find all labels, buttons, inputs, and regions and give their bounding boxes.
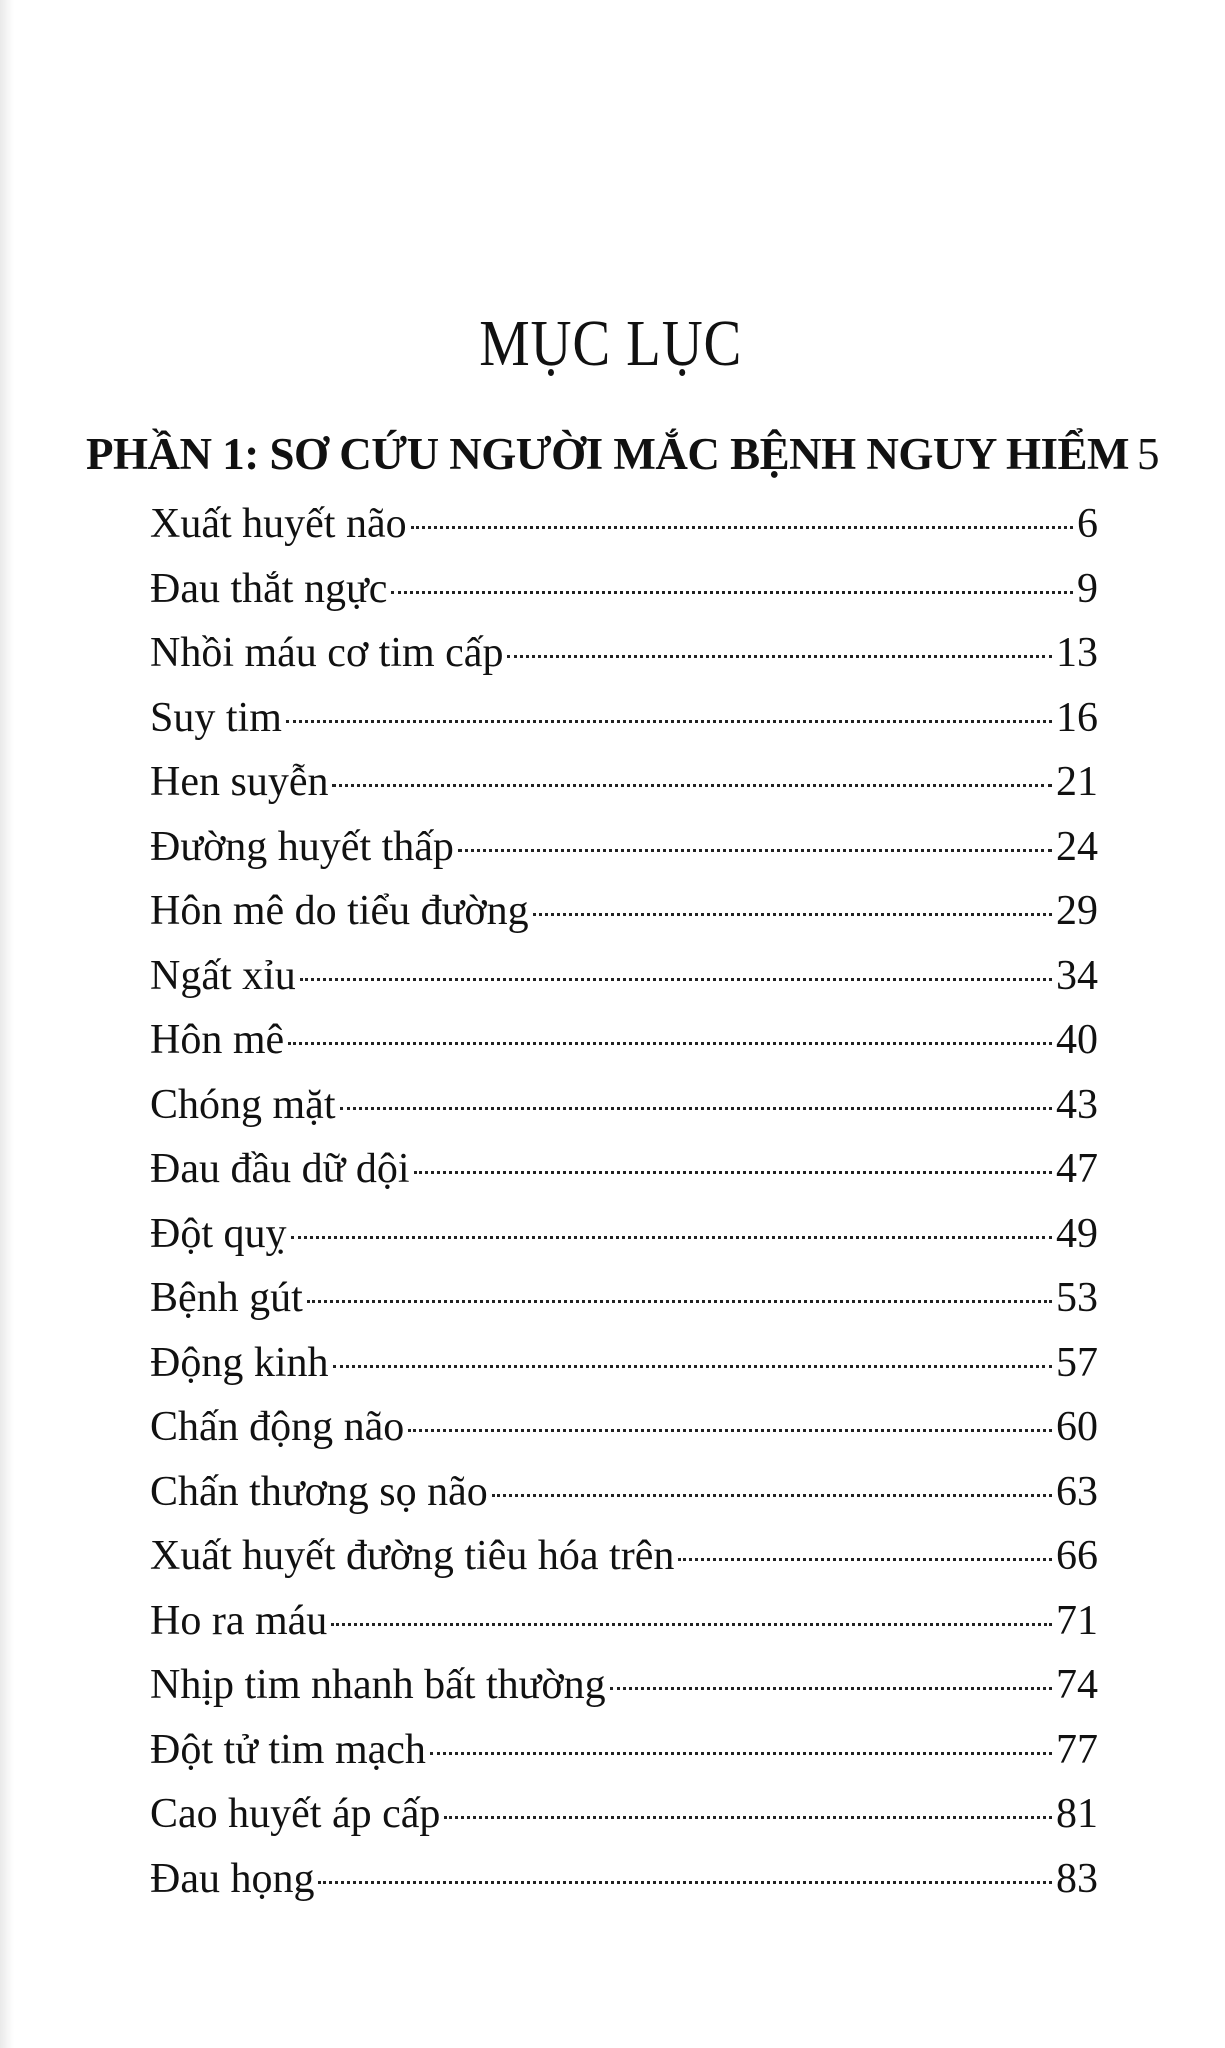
toc-entry-page-number: 81 [1056,1791,1098,1837]
toc-entry-label: Nhịp tim nhanh bất thường [150,1662,606,1708]
toc-entry-label: Xuất huyết đường tiêu hóa trên [150,1533,675,1579]
toc-entry[interactable] [150,1468,1098,1533]
dot-leader [610,1687,1052,1690]
toc-entry[interactable] [150,1532,1098,1597]
toc-entry-page-number: 57 [1056,1339,1098,1386]
toc-entry-page-number: 77 [1056,1726,1098,1773]
dot-leader [391,591,1073,594]
toc-entry-page-number: 16 [1056,694,1098,741]
dot-leader [411,526,1073,529]
toc-entry-page-number: 71 [1056,1597,1098,1644]
toc-entry-label: Xuất huyết não [150,501,407,547]
toc-entry-page-number: 34 [1056,952,1098,999]
dot-leader [300,978,1052,981]
toc-entry-label: Nhồi máu cơ tim cấp [150,630,504,676]
toc-entry-page-number: 21 [1056,759,1098,805]
toc-entry-page-number: 40 [1056,1017,1098,1063]
dot-leader [340,1107,1053,1110]
toc-entry[interactable] [150,758,1098,823]
dot-leader [533,913,1052,916]
dot-leader [331,1623,1052,1626]
toc-entry[interactable] [150,1210,1098,1275]
toc-entry-label: Chấn thương sọ não [150,1468,488,1515]
dot-leader [444,1816,1052,1819]
toc-entry-page-number: 13 [1056,630,1098,676]
toc-entry[interactable] [150,1274,1098,1339]
toc-entry[interactable] [150,1081,1098,1146]
toc-entry-page-number: 66 [1056,1533,1098,1579]
dot-leader [288,1042,1052,1045]
toc-entry-label: Hen suyễn [150,759,329,805]
toc-entry-page-number: 63 [1056,1468,1098,1515]
toc-entry[interactable] [150,565,1098,630]
toc-entry-label: Đường huyết thấp [150,823,454,870]
part-page-number: 5 [1136,429,1160,479]
toc-entry-page-number: 9 [1077,565,1098,612]
toc-entry-label: Bệnh gút [150,1275,303,1321]
toc-entry-page-number: 29 [1056,888,1098,934]
dot-leader [333,1365,1053,1368]
toc-entry[interactable] [150,1661,1098,1726]
part-label: PHẦN 1: SƠ CỨU NGƯỜI MẮC BỆNH NGUY HIỂM [86,429,1129,479]
toc-entry-page-number: 49 [1056,1210,1098,1257]
toc-entry[interactable] [150,1726,1098,1791]
toc-entry-label: Hôn mê [150,1017,285,1063]
dot-leader [492,1494,1052,1497]
dot-leader [332,784,1052,787]
dot-leader [307,1300,1052,1303]
toc-entry-label: Chóng mặt [150,1081,336,1128]
toc-entry-label: Đột quỵ [150,1210,287,1257]
toc-entry-label: Đột tử tim mạch [150,1726,426,1773]
toc-entry-page-number: 60 [1056,1404,1098,1450]
toc-entry[interactable] [150,694,1098,759]
toc-entry-page-number: 43 [1056,1081,1098,1128]
toc-entry-label: Đau thắt ngực [150,565,388,612]
toc-entry-label: Chấn động não [150,1404,405,1450]
dot-leader [291,1236,1053,1239]
toc-list [150,500,1098,1919]
toc-entry[interactable] [150,629,1098,694]
toc-entry[interactable] [150,1403,1098,1468]
toc-entry-page-number: 53 [1056,1275,1098,1321]
dot-leader [507,655,1052,658]
toc-entry[interactable] [150,823,1098,888]
toc-entry[interactable] [150,1145,1098,1210]
toc-entry-page-number: 24 [1056,823,1098,870]
toc-entry-label: Động kinh [150,1339,329,1386]
dot-leader [414,1171,1052,1174]
toc-part-heading[interactable] [86,428,1160,480]
toc-entry[interactable] [150,887,1098,952]
toc-entry-label: Cao huyết áp cấp [150,1791,441,1837]
dot-leader [286,720,1052,723]
toc-entry-label: Suy tim [150,694,282,741]
toc-entry-page-number: 74 [1056,1662,1098,1708]
toc-entry[interactable] [150,1790,1098,1855]
toc-entry-label: Đau đầu dữ dội [150,1146,410,1192]
toc-entry-label: Ho ra máu [150,1597,328,1644]
toc-entry-page-number: 6 [1077,501,1098,547]
toc-entry[interactable] [150,1855,1098,1920]
dot-leader [430,1752,1052,1755]
page-edge-shadow [0,0,14,2048]
toc-entry-label: Ngất xỉu [150,952,296,999]
toc-entry[interactable] [150,500,1098,565]
toc-entry[interactable] [150,1597,1098,1662]
page-title: MỤC LỤC [479,307,743,381]
dot-leader [678,1558,1052,1561]
dot-leader [318,1881,1052,1884]
toc-entry-page-number: 47 [1056,1146,1098,1192]
toc-entry[interactable] [150,1339,1098,1404]
toc-entry-label: Hôn mê do tiểu đường [150,888,529,934]
toc-entry[interactable] [150,952,1098,1017]
dot-leader [458,849,1052,852]
toc-entry[interactable] [150,1016,1098,1081]
toc-entry-label: Đau họng [150,1855,315,1902]
dot-leader [408,1429,1052,1432]
toc-entry-page-number: 83 [1056,1855,1098,1902]
